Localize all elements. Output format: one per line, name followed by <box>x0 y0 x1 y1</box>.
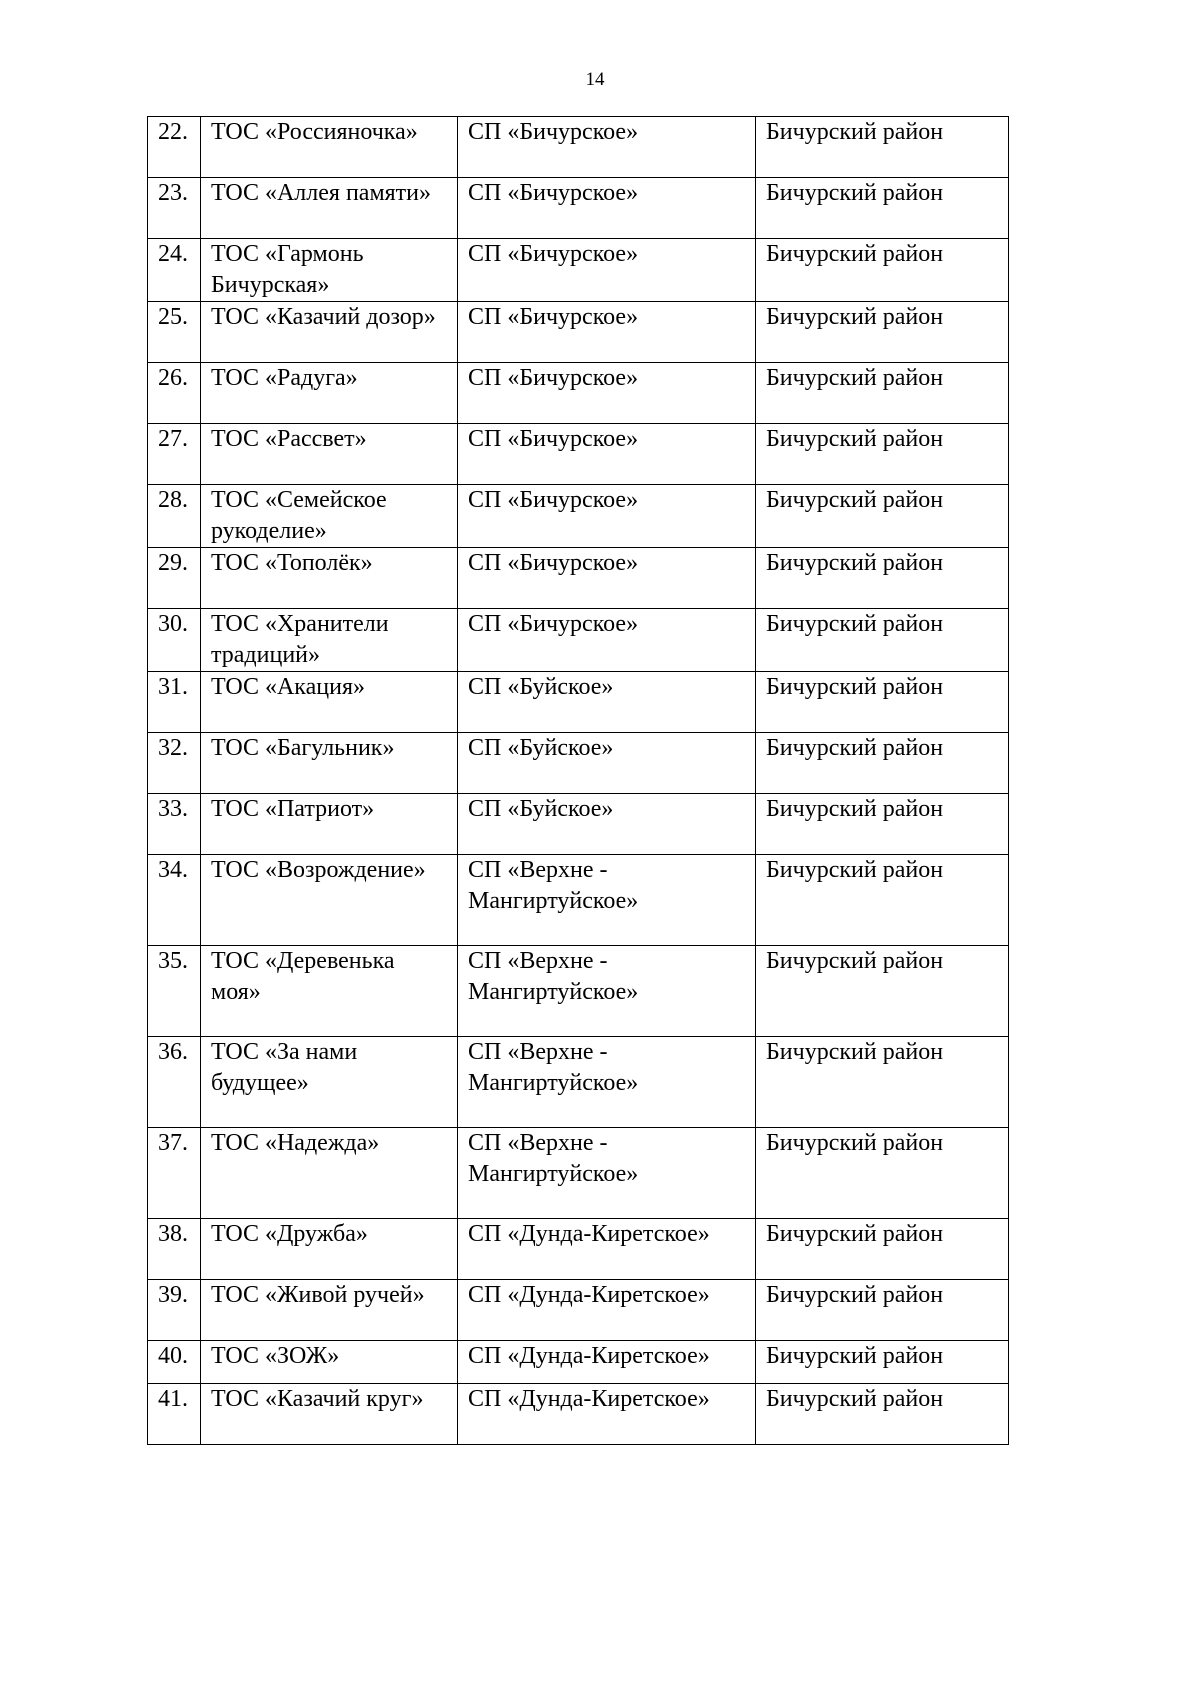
district-name: Бичурский район <box>756 946 1009 1037</box>
table-row <box>148 672 1009 733</box>
settlement-name: СП «Буйское» <box>458 672 756 733</box>
row-number: 27. <box>148 424 201 485</box>
tos-name: ТОС «Семейское рукоделие» <box>201 485 458 548</box>
row-number: 28. <box>148 485 201 548</box>
tos-name: ТОС «Акация» <box>201 672 458 733</box>
settlement-name: СП «Дунда-Киретское» <box>458 1341 756 1384</box>
table-row <box>148 117 1009 178</box>
tos-name: ТОС «Патриот» <box>201 794 458 855</box>
tos-registry-table <box>147 116 1009 1445</box>
tos-name: ТОС «Хранители традиций» <box>201 609 458 672</box>
district-name: Бичурский район <box>756 1341 1009 1384</box>
row-number: 32. <box>148 733 201 794</box>
settlement-name: СП «Бичурское» <box>458 178 756 239</box>
table-row <box>148 1341 1009 1384</box>
tos-name: ТОС «Живой ручей» <box>201 1280 458 1341</box>
row-number: 29. <box>148 548 201 609</box>
district-name: Бичурский район <box>756 855 1009 946</box>
table-row <box>148 1219 1009 1280</box>
settlement-name: СП «Дунда-Киретское» <box>458 1280 756 1341</box>
tos-name: ТОС «Надежда» <box>201 1128 458 1219</box>
table-row <box>148 485 1009 548</box>
district-name: Бичурский район <box>756 363 1009 424</box>
row-number: 39. <box>148 1280 201 1341</box>
row-number: 38. <box>148 1219 201 1280</box>
settlement-name: СП «Верхне - Мангиртуйское» <box>458 855 756 946</box>
table-row <box>148 302 1009 363</box>
district-name: Бичурский район <box>756 1219 1009 1280</box>
settlement-name: СП «Бичурское» <box>458 548 756 609</box>
table-row <box>148 733 1009 794</box>
settlement-name: СП «Буйское» <box>458 794 756 855</box>
table-row <box>148 609 1009 672</box>
table-row <box>148 794 1009 855</box>
district-name: Бичурский район <box>756 1280 1009 1341</box>
row-number: 26. <box>148 363 201 424</box>
settlement-name: СП «Верхне - Мангиртуйское» <box>458 946 756 1037</box>
district-name: Бичурский район <box>756 1128 1009 1219</box>
settlement-name: СП «Верхне - Мангиртуйское» <box>458 1128 756 1219</box>
table-row <box>148 363 1009 424</box>
tos-name: ТОС «Аллея памяти» <box>201 178 458 239</box>
settlement-name: СП «Буйское» <box>458 733 756 794</box>
settlement-name: СП «Дунда-Киретское» <box>458 1384 756 1445</box>
tos-name: ТОС «Тополёк» <box>201 548 458 609</box>
district-name: Бичурский район <box>756 548 1009 609</box>
tos-name: ТОС «Гармонь Бичурская» <box>201 239 458 302</box>
settlement-name: СП «Бичурское» <box>458 424 756 485</box>
tos-name: ТОС «Возрождение» <box>201 855 458 946</box>
row-number: 25. <box>148 302 201 363</box>
district-name: Бичурский район <box>756 672 1009 733</box>
row-number: 36. <box>148 1037 201 1128</box>
tos-name: ТОС «Багульник» <box>201 733 458 794</box>
table-row <box>148 946 1009 1037</box>
table-row <box>148 1037 1009 1128</box>
district-name: Бичурский район <box>756 794 1009 855</box>
row-number: 40. <box>148 1341 201 1384</box>
tos-name: ТОС «Казачий дозор» <box>201 302 458 363</box>
row-number: 33. <box>148 794 201 855</box>
table-row <box>148 1384 1009 1445</box>
settlement-name: СП «Бичурское» <box>458 239 756 302</box>
tos-name: ТОС «Радуга» <box>201 363 458 424</box>
row-number: 41. <box>148 1384 201 1445</box>
table-row <box>148 424 1009 485</box>
tos-name: ТОС «Россияночка» <box>201 117 458 178</box>
row-number: 34. <box>148 855 201 946</box>
tos-name: ТОС «Рассвет» <box>201 424 458 485</box>
settlement-name: СП «Бичурское» <box>458 485 756 548</box>
settlement-name: СП «Бичурское» <box>458 302 756 363</box>
table-row <box>148 1280 1009 1341</box>
table-row <box>148 178 1009 239</box>
table-row <box>148 548 1009 609</box>
page-number: 14 <box>585 69 605 90</box>
row-number: 35. <box>148 946 201 1037</box>
district-name: Бичурский район <box>756 1037 1009 1128</box>
district-name: Бичурский район <box>756 117 1009 178</box>
settlement-name: СП «Бичурское» <box>458 363 756 424</box>
district-name: Бичурский район <box>756 302 1009 363</box>
row-number: 31. <box>148 672 201 733</box>
district-name: Бичурский район <box>756 178 1009 239</box>
tos-name: ТОС «За нами будущее» <box>201 1037 458 1128</box>
district-name: Бичурский район <box>756 424 1009 485</box>
district-name: Бичурский район <box>756 609 1009 672</box>
district-name: Бичурский район <box>756 485 1009 548</box>
row-number: 37. <box>148 1128 201 1219</box>
tos-name: ТОС «Деревенька моя» <box>201 946 458 1037</box>
tos-name: ТОС «ЗОЖ» <box>201 1341 458 1384</box>
settlement-name: СП «Бичурское» <box>458 117 756 178</box>
settlement-name: СП «Бичурское» <box>458 609 756 672</box>
district-name: Бичурский район <box>756 1384 1009 1445</box>
tos-name: ТОС «Дружба» <box>201 1219 458 1280</box>
row-number: 30. <box>148 609 201 672</box>
tos-name: ТОС «Казачий круг» <box>201 1384 458 1445</box>
table-row <box>148 239 1009 302</box>
row-number: 24. <box>148 239 201 302</box>
district-name: Бичурский район <box>756 733 1009 794</box>
district-name: Бичурский район <box>756 239 1009 302</box>
table-row <box>148 855 1009 946</box>
row-number: 22. <box>148 117 201 178</box>
row-number: 23. <box>148 178 201 239</box>
table-row <box>148 1128 1009 1219</box>
settlement-name: СП «Дунда-Киретское» <box>458 1219 756 1280</box>
settlement-name: СП «Верхне - Мангиртуйское» <box>458 1037 756 1128</box>
